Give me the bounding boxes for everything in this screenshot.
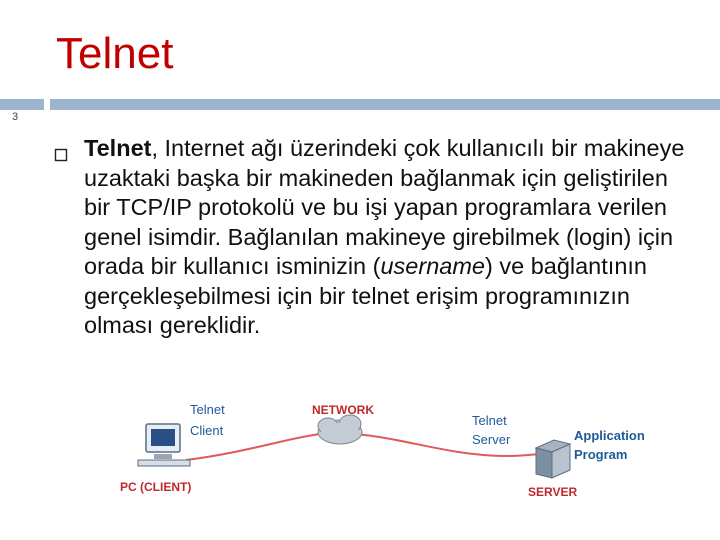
- network-label: NETWORK: [312, 403, 374, 417]
- telnet-client-label-line2: Client: [190, 423, 224, 438]
- term-telnet: Telnet: [84, 135, 152, 161]
- title-rule-right: [50, 99, 720, 110]
- title-rule-left: [0, 99, 44, 110]
- telnet-client-label-line1: Telnet: [190, 402, 225, 417]
- application-program-label-line2: Program: [574, 447, 628, 462]
- bullet-text: [84, 134, 700, 341]
- hollow-square-bullet-icon: [54, 148, 68, 162]
- slide-number: 3: [12, 111, 19, 123]
- username-term: username: [380, 253, 485, 279]
- application-program-label-line1: Application: [574, 428, 645, 443]
- telnet-server-label-line1: Telnet: [472, 413, 507, 428]
- server-label: SERVER: [528, 485, 578, 499]
- telnet-diagram: [108, 394, 668, 534]
- telnet-server-label-line2: Server: [472, 432, 511, 447]
- network-cloud-icon: [318, 415, 362, 444]
- body-text-part-2: ) ve bağlantının gerçekleşebilmesi için bir telnet erişim programınızın olması gereklidir.: [84, 253, 647, 338]
- server-icon: [536, 440, 570, 478]
- pc-client-label: PC (CLIENT): [120, 480, 192, 494]
- body-text-part-1: , Internet ağı üzerindeki çok kullanıcılı bir makineye uzaktaki başka bir makineden bağlanmak için geliştirilen bir TCP/IP protokolü ve bu işi yapan programlara verilen genel isimdir. Bağlanılan makineye girebilmek (login) için orada bir kullanıcı isminizin (: [84, 135, 685, 279]
- slide-title: Telnet: [56, 29, 174, 78]
